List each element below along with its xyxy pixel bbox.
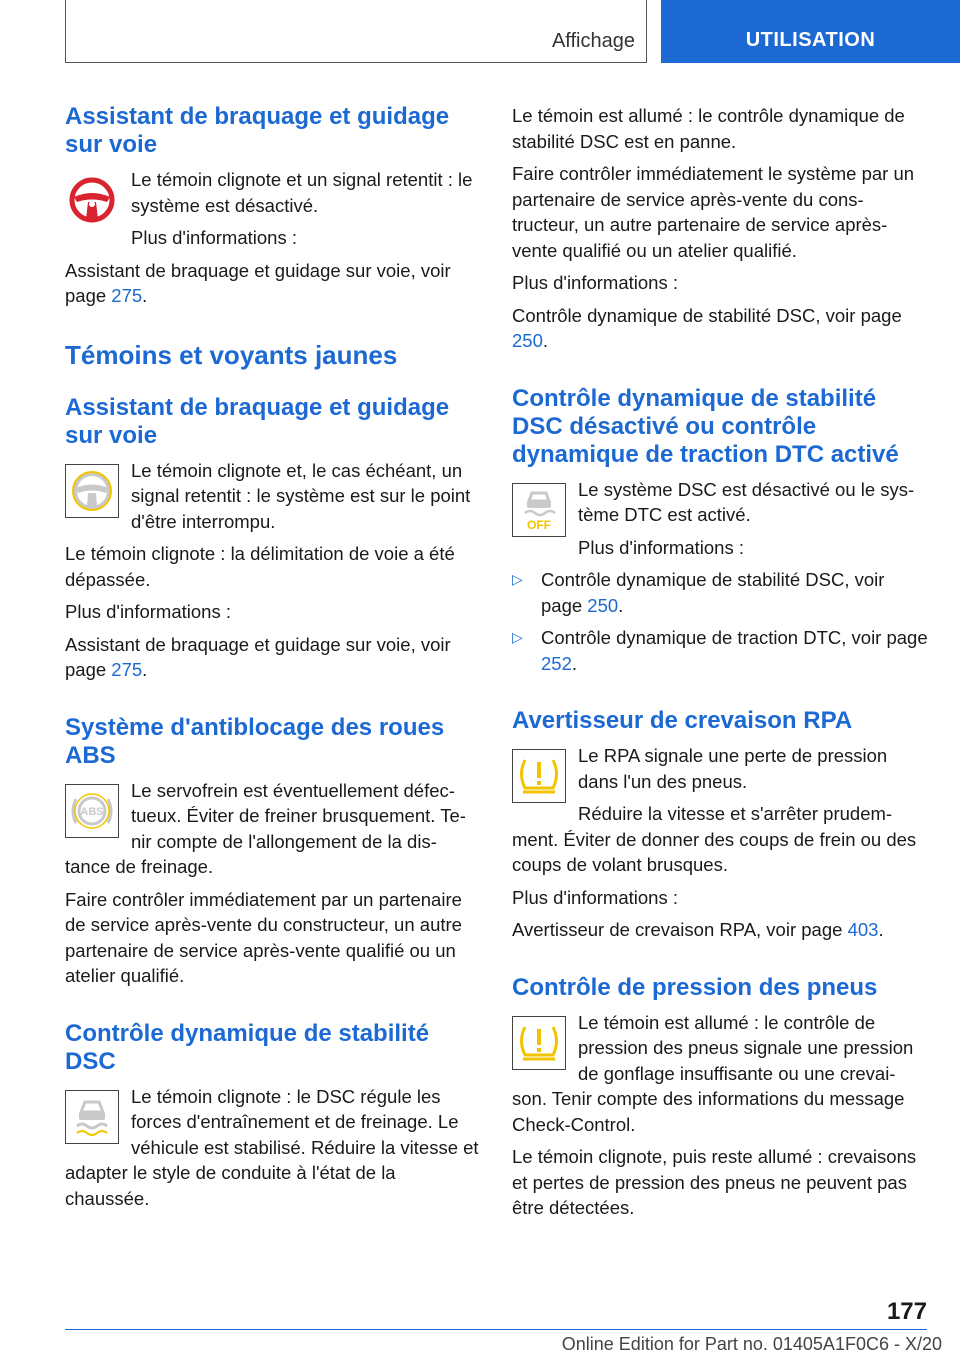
- header-chapter-tab[interactable]: UTILISATION: [661, 0, 960, 63]
- page-link[interactable]: 275: [111, 659, 143, 680]
- list-item: ▷ Contrôle dynamique de traction DTC, voir page 252.: [512, 625, 930, 676]
- paragraph: Le système DSC est désactivé ou le sys-tème DTC est activé.: [578, 478, 915, 525]
- paragraph: Le RPA signale une perte de pression dans l'un des pneus.: [578, 745, 888, 792]
- chapter-title-yellow-indicators: Témoins et voyants jaunes: [65, 339, 398, 370]
- page-number: 177: [886, 1298, 927, 1325]
- reference-paragraph: Assistant de braquage et guidage sur voie, voir page 275.: [65, 633, 451, 680]
- tire-pressure-icon: [512, 1016, 566, 1070]
- bullet-triangle-icon: ▷: [512, 571, 523, 587]
- paragraph: Faire contrôler immédiatement par un partenaire de service après-vente du constructeur, un autre partenaire de service après-vente qualifié ou un atelier qualifié.: [65, 888, 462, 986]
- left-column: [65, 103, 480, 1218]
- paragraph: Plus d'informations :: [512, 886, 678, 908]
- section-title-tire-pressure: Contrôle de pression des pneus: [512, 973, 878, 1001]
- steering-wheel-yellow-icon: [65, 464, 119, 518]
- page-link[interactable]: 252: [541, 652, 572, 674]
- svg-text:ABS: ABS: [80, 805, 104, 818]
- page-link[interactable]: 275: [111, 285, 143, 306]
- tire-pressure-icon: [512, 749, 566, 803]
- page-link[interactable]: 403: [847, 919, 879, 940]
- section-title-lane-assist-red: Assistant de braquage et guidage sur voie: [65, 103, 450, 158]
- paragraph: Plus d'informations :: [578, 536, 744, 558]
- reference-paragraph: Assistant de braquage et guidage sur voie, voir page 275.: [65, 259, 451, 306]
- svg-text:OFF: OFF: [527, 517, 551, 532]
- section-title-lane-assist-yellow: Assistant de braquage et guidage sur voie: [65, 393, 450, 449]
- paragraph: Le témoin clignote, puis reste allumé : crevaisons et pertes de pression des pneus ne peuvent pas être détectées.: [512, 1146, 917, 1218]
- paragraph: Le témoin clignote : la délimitation de voie a été dépassée.: [65, 543, 455, 590]
- section-title-abs: Système d'antiblocage des roues ABS: [65, 713, 445, 769]
- reference-paragraph: Avertisseur de crevaison RPA, voir page 403.: [512, 919, 884, 940]
- paragraph: Le témoin est allumé : le contrôle dynamique de stabilité DSC est en panne.: [512, 105, 905, 152]
- reference-paragraph: Contrôle dynamique de stabilité DSC, voir page 250.: [512, 304, 902, 351]
- footer-divider: [65, 1329, 927, 1330]
- paragraph: Plus d'informations :: [512, 272, 678, 293]
- dsc-off-icon: [512, 483, 566, 537]
- page-link[interactable]: 250: [587, 594, 619, 616]
- section-title-dsc-off: Contrôle dynamique de stabilité DSC désactivé ou contrôle dynamique de traction DTC activé: [512, 384, 899, 468]
- dsc-icon: [65, 1090, 119, 1144]
- paragraph: Le témoin clignote : le DSC régule les forces d'entraînement et de freinage. Le véhicule est stabilisé. Réduire la vitesse et adapter le style de conduite à l'état de la chaussée.: [65, 1085, 479, 1209]
- paragraph: Le témoin est allumé : le contrôle de pression des pneus signale une pression de gonflage insuffisante ou une crevai-son. Tenir compte des informations du message Check-Control.: [512, 1011, 914, 1135]
- paragraph: Plus d'informations :: [65, 601, 231, 622]
- bullet-triangle-icon: ▷: [512, 629, 523, 645]
- abs-icon: [65, 784, 119, 838]
- paragraph: Plus d'informations :: [131, 227, 297, 248]
- list-item: ▷ Contrôle dynamique de stabilité DSC, voir page 250.: [512, 567, 930, 618]
- paragraph: Réduire la vitesse et s'arrêter prudem-ment. Éviter de donner des coups de frein ou des coups de volant brusques.: [512, 803, 917, 875]
- section-title-dsc: Contrôle dynamique de stabilité DSC: [65, 1019, 430, 1075]
- page-link[interactable]: 250: [512, 330, 543, 351]
- paragraph: Le témoin clignote et un signal retentit : le système est désactivé.: [131, 169, 473, 216]
- footer-edition: Online Edition for Part no. 01405A1F0C6 - X/20: [561, 1334, 942, 1354]
- steering-wheel-red-icon: [65, 173, 119, 227]
- paragraph: Le servofrein est éventuellement défec-tueux. Éviter de freiner brusquement. Te-nir compte de l'allongement de la dis-tance de freinage.: [65, 779, 466, 877]
- section-title-rpa: Avertisseur de crevaison RPA: [512, 707, 853, 734]
- right-column: [512, 103, 930, 1228]
- header-section-title: Affichage: [551, 30, 635, 52]
- paragraph: Faire contrôler immédiatement le système par un partenaire de service après-vente du cons-tructeur, un autre partenaire de service après-vente qualifié ou un atelier qualifié.: [512, 163, 915, 261]
- paragraph: Le témoin clignote et, le cas échéant, un signal retentit : le système est sur le point d'être interrompu.: [131, 459, 471, 532]
